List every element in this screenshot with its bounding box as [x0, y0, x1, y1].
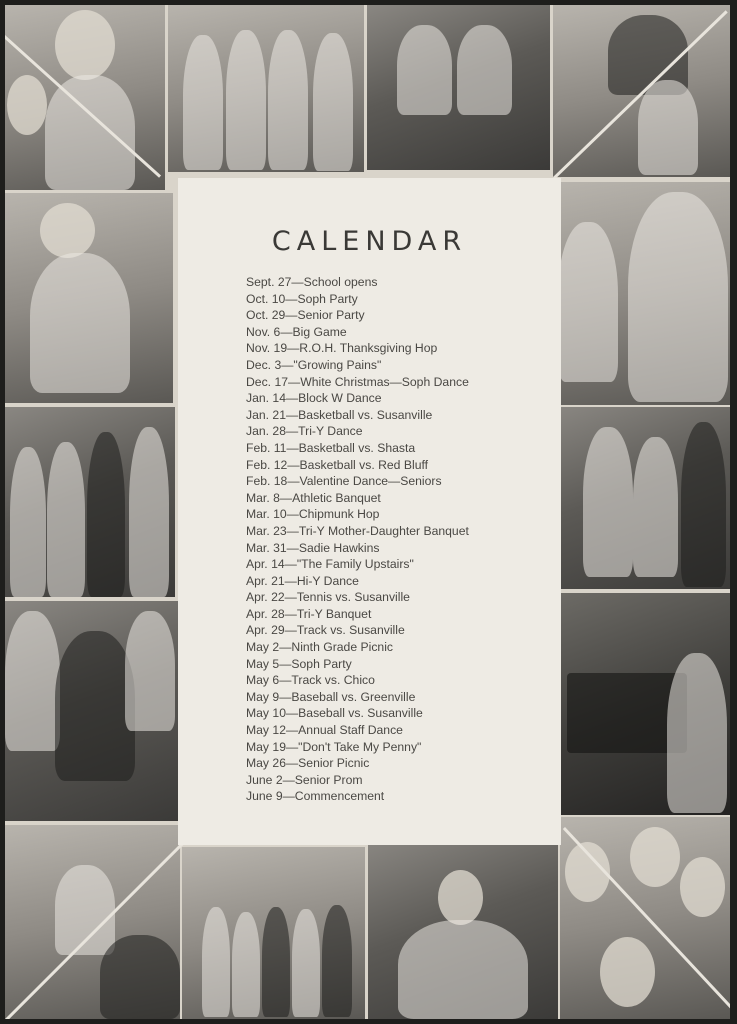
event-separator: —	[284, 557, 297, 572]
calendar-event	[246, 440, 469, 457]
event-name: Soph Party	[291, 656, 352, 671]
event-name: Tri-Y Dance	[298, 424, 363, 439]
calendar-event	[246, 457, 469, 474]
photo-three-boys-sitting	[553, 407, 730, 589]
event-date: May 6	[246, 673, 280, 688]
event-date: Nov. 6	[246, 324, 281, 339]
event-name: Big Game	[292, 324, 347, 339]
event-name: Basketball vs. Red Bluff	[299, 457, 429, 472]
photo-girls-running	[182, 847, 365, 1019]
event-name: Senior Prom	[294, 772, 363, 787]
event-date: June 9	[246, 789, 283, 804]
event-separator: —	[280, 324, 293, 339]
event-separator: —	[288, 374, 301, 389]
event-name: Tri-Y Banquet	[296, 606, 372, 621]
photo-two-on-grass	[367, 5, 550, 170]
event-date: Mar. 31	[246, 540, 287, 555]
event-date: Dec. 3	[246, 357, 282, 372]
calendar-event	[246, 722, 469, 739]
event-separator: —	[287, 474, 300, 489]
event-date: Nov. 19	[246, 341, 288, 356]
event-date: May 2	[246, 640, 280, 655]
calendar-event	[246, 324, 469, 341]
event-separator: —	[282, 772, 295, 787]
event-separator: —	[286, 540, 299, 555]
event-name: Baseball vs. Greenville	[291, 689, 416, 704]
calendar-event	[246, 490, 469, 507]
event-separator: —	[285, 308, 298, 323]
event-separator: —	[285, 739, 299, 754]
event-separator: —	[285, 723, 299, 738]
calendar-event	[246, 340, 469, 357]
calendar-event	[246, 423, 469, 440]
event-date: Oct. 29	[246, 308, 286, 323]
event-date: Jan. 14	[246, 391, 286, 406]
calendar-event	[246, 606, 469, 623]
event-date: May 26	[246, 756, 286, 771]
event-separator: —	[285, 424, 299, 439]
event-separator: —	[284, 623, 297, 638]
event-name: Ninth Grade Picnic	[291, 640, 393, 655]
event-name: Hi-Y Dance	[296, 573, 359, 588]
event-date: May 5	[246, 656, 280, 671]
calendar-event	[246, 639, 469, 656]
event-name: Track vs. Chico	[291, 673, 375, 688]
event-separator: —	[285, 407, 299, 422]
event-date: Apr. 14	[246, 557, 285, 572]
event-name: Annual Staff Dance	[298, 723, 403, 738]
calendar-event	[246, 622, 469, 639]
event-name: Senior Picnic	[298, 756, 370, 771]
yearbook-page	[5, 5, 730, 1019]
event-name: Track vs. Susanville	[296, 623, 405, 638]
event-separator: —	[279, 640, 292, 655]
calendar-event	[246, 374, 469, 391]
event-date: May 10	[246, 706, 286, 721]
calendar-event	[246, 540, 469, 557]
event-name: Basketball vs. Susanville	[298, 407, 433, 422]
event-name: Block W Dance	[298, 391, 382, 406]
event-separator: —	[282, 789, 295, 804]
calendar-event	[246, 357, 469, 374]
event-separator: —	[285, 291, 298, 306]
photo-girls-with-toys	[168, 5, 364, 172]
photo-girl-in-bandage	[5, 193, 173, 403]
event-name: Chipmunk Hop	[298, 507, 380, 522]
calendar-event	[246, 407, 469, 424]
event-name: Tennis vs. Susanville	[296, 590, 410, 605]
event-date: Sept. 27	[246, 275, 292, 289]
photo-four-girls-by-wall	[5, 407, 175, 597]
event-date: Dec. 17	[246, 374, 289, 389]
event-name: Tri-Y Mother-Daughter Banquet	[298, 523, 469, 538]
calendar-event	[246, 589, 469, 606]
event-name: "The Family Upstairs"	[296, 557, 414, 572]
event-separator: —	[291, 275, 304, 289]
event-date: Oct. 10	[246, 291, 286, 306]
calendar-event	[246, 523, 469, 540]
event-name: Valentine Dance—Seniors	[299, 474, 442, 489]
event-date: Apr. 29	[246, 623, 285, 638]
calendar-event	[246, 506, 469, 523]
event-separator: —	[279, 673, 292, 688]
photo-girls-reading	[553, 182, 730, 405]
event-date: Apr. 21	[246, 573, 285, 588]
event-separator: —	[279, 656, 292, 671]
calendar-event	[246, 755, 469, 772]
calendar-event	[246, 739, 469, 756]
event-separator: —	[286, 507, 299, 522]
calendar-event	[246, 390, 469, 407]
calendar-panel	[178, 178, 561, 845]
calendar-event	[246, 672, 469, 689]
event-name: "Growing Pains"	[293, 357, 382, 372]
photo-girls-sitting	[5, 601, 178, 821]
event-separator: —	[279, 689, 292, 704]
calendar-event	[246, 473, 469, 490]
event-date: Feb. 18	[246, 474, 288, 489]
calendar-event	[246, 705, 469, 722]
event-date: Feb. 12	[246, 457, 288, 472]
page-title: CALENDAR	[271, 226, 468, 257]
event-date: June 2	[246, 772, 283, 787]
photo-flexing-man	[368, 840, 558, 1019]
calendar-event	[246, 573, 469, 590]
event-separator: —	[279, 490, 293, 505]
event-name: Baseball vs. Susanville	[298, 706, 423, 721]
event-separator: —	[285, 391, 299, 406]
calendar-event	[246, 788, 469, 805]
event-separator: —	[281, 357, 294, 372]
event-separator: —	[284, 606, 297, 621]
calendar-event-list	[246, 274, 469, 805]
event-date: Mar. 8	[246, 490, 280, 505]
event-separator: —	[285, 706, 299, 721]
calendar-event	[246, 556, 469, 573]
photo-winter-trees	[5, 825, 180, 1019]
calendar-event	[246, 656, 469, 673]
event-date: Mar. 10	[246, 507, 287, 522]
event-date: Jan. 21	[246, 407, 286, 422]
event-separator: —	[287, 341, 300, 356]
event-separator: —	[284, 573, 297, 588]
event-separator: —	[286, 523, 299, 538]
calendar-event	[246, 772, 469, 789]
event-date: Jan. 28	[246, 424, 286, 439]
event-name: Soph Party	[297, 291, 358, 306]
calendar-event	[246, 307, 469, 324]
event-name: Basketball vs. Shasta	[298, 440, 416, 455]
event-date: Apr. 22	[246, 590, 285, 605]
event-name: Sadie Hawkins	[298, 540, 380, 555]
event-separator: —	[285, 756, 299, 771]
event-name: Athletic Banquet	[292, 490, 381, 505]
event-date: May 12	[246, 723, 286, 738]
event-date: Apr. 28	[246, 606, 285, 621]
event-separator: —	[287, 457, 300, 472]
event-date: Feb. 11	[246, 440, 287, 455]
event-name: "Don't Take My Penny"	[298, 739, 422, 754]
event-date: May 9	[246, 689, 280, 704]
calendar-event	[246, 689, 469, 706]
event-separator: —	[284, 590, 297, 605]
photo-classroom-flag	[557, 593, 730, 815]
event-date: May 19	[246, 739, 286, 754]
event-name: Commencement	[294, 789, 385, 804]
event-date: Mar. 23	[246, 523, 287, 538]
event-name: R.O.H. Thanksgiving Hop	[299, 341, 438, 356]
calendar-event	[246, 274, 469, 291]
event-name: White Christmas—Soph Dance	[300, 374, 469, 389]
calendar-event	[246, 291, 469, 308]
event-name: Senior Party	[297, 308, 365, 323]
event-name: School opens	[303, 275, 378, 289]
event-separator: —	[286, 440, 299, 455]
